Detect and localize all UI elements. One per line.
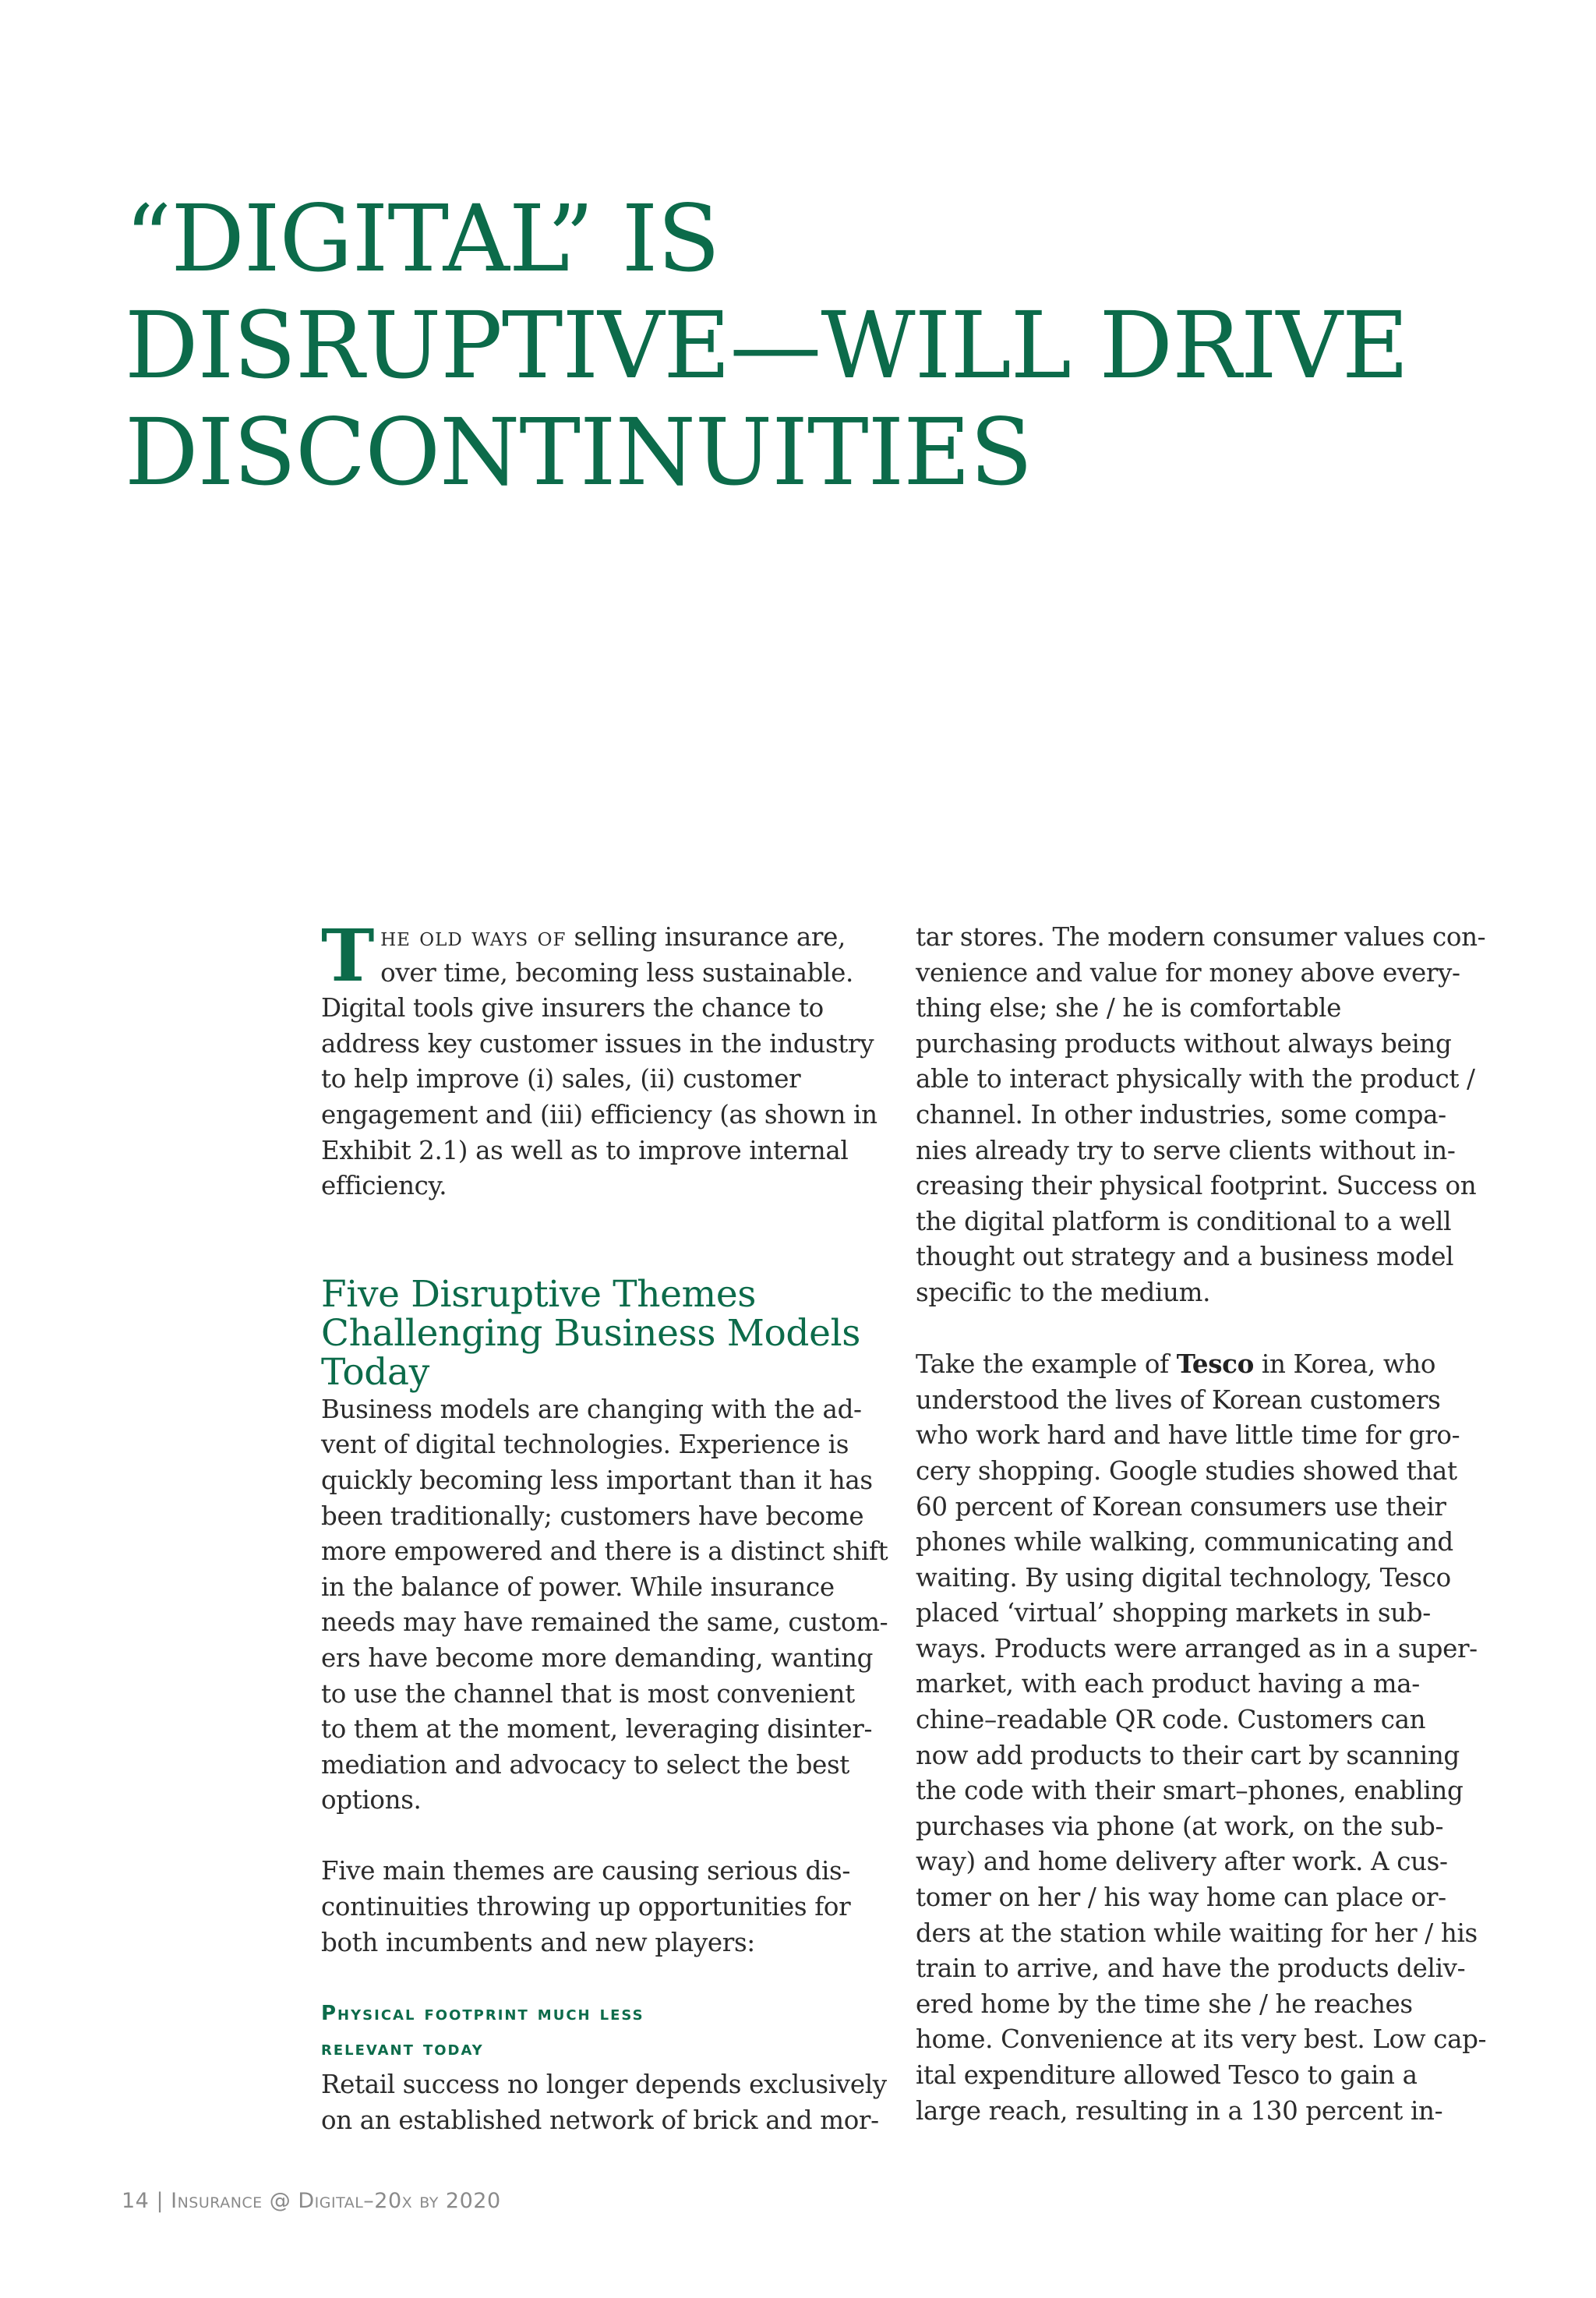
right-paragraph-2 [916, 1346, 1492, 2129]
right-paragraph-1: tar stores. The modern consumer values con- venience and value for money above every- thing else; she / he is comfortable purchasing products without always being able to interact physically with the product / channel. In other industries, some compa- nies already try to serve clients without in- creasing their physical footprint. Success on the digital platform is conditional to a well thought out strategy and a business model specific to the medium. [916, 922, 1486, 1307]
section-subheading: Five Disruptive Themes Challenging Business Models Today [321, 1272, 861, 1394]
body-paragraph-1: Business models are changing with the ad- vent of digital technologies. Experience is quickly becoming less important than it has been traditionally; customers have become more empowered and there is a distinct shift in the balance of power. While insurance needs may have remained the same, custom- ers have become more demanding, wanting to use the channel that is most convenient to them at the moment, leveraging disinter- mediation and advocacy to select the best options. [321, 1394, 888, 1815]
lead-text: selling insurance are, over time, becoming less sustainable. Digital tools give insurers the chance to address key customer issues in the industry to help improve (i) sales, (ii) customer engagement and (iii) efficiency (as shown in Exhibit 2.1) as well as to improve internal efficiency. [321, 922, 877, 1201]
minor-heading: Physical footprint much less relevant today [321, 2001, 644, 2061]
page-number: 14 [122, 2189, 150, 2213]
right-column [916, 920, 1492, 2129]
left-column [321, 914, 890, 2138]
body-paragraph-3: Retail success no longer depends exclusively on an established network of brick and mor- [321, 2070, 887, 2135]
title-line-3: DISCONTINUITIES [125, 398, 1033, 506]
drop-cap: T [321, 914, 375, 998]
tesco-bold: Tesco [1176, 1349, 1254, 1380]
page-footer [122, 2189, 501, 2213]
title-line-1: “DIGITAL” IS [125, 185, 720, 292]
lead-paragraph [321, 914, 890, 1204]
footer-separator: | [149, 2189, 171, 2213]
page-title [125, 186, 1543, 506]
title-line-2: DISRUPTIVE—WILL DRIVE [125, 292, 1408, 399]
publication-title: Insurance @ Digital–20x by 2020 [171, 2189, 501, 2213]
tesco-text: in Korea, who understood the lives of Korean customers who work hard and have little time for gro- cery shopping. Google studies showed that 60 percent of Korean consumers use their phones while walking, communicating and waiting. By using digital technology, Tesco placed ‘virtual’ shopping markets in sub- ways. Products were arranged as in a super- market, with each product having a ma- chine–readable QR code. Customers can now add products to their cart by scanning the code with their smart–phones, enabling purchases via phone (at work, on the sub- way) and home delivery after work. A cus- tomer on her / his way home can place or- ders at the station while waiting for her / his train to arrive, and have the products deliv- ered home by the time she / he reaches home. Convenience at its very best. Low cap- ital expenditure allowed Tesco to gain a large reach, resulting in a 130 percent in- [916, 1349, 1487, 2126]
tesco-intro: Take the example of [916, 1349, 1177, 1380]
lead-smallcaps: he old ways of [380, 922, 567, 952]
body-paragraph-2: Five main themes are causing serious dis- continuities throwing up opportunities for both incumbents and new players: [321, 1856, 851, 1957]
